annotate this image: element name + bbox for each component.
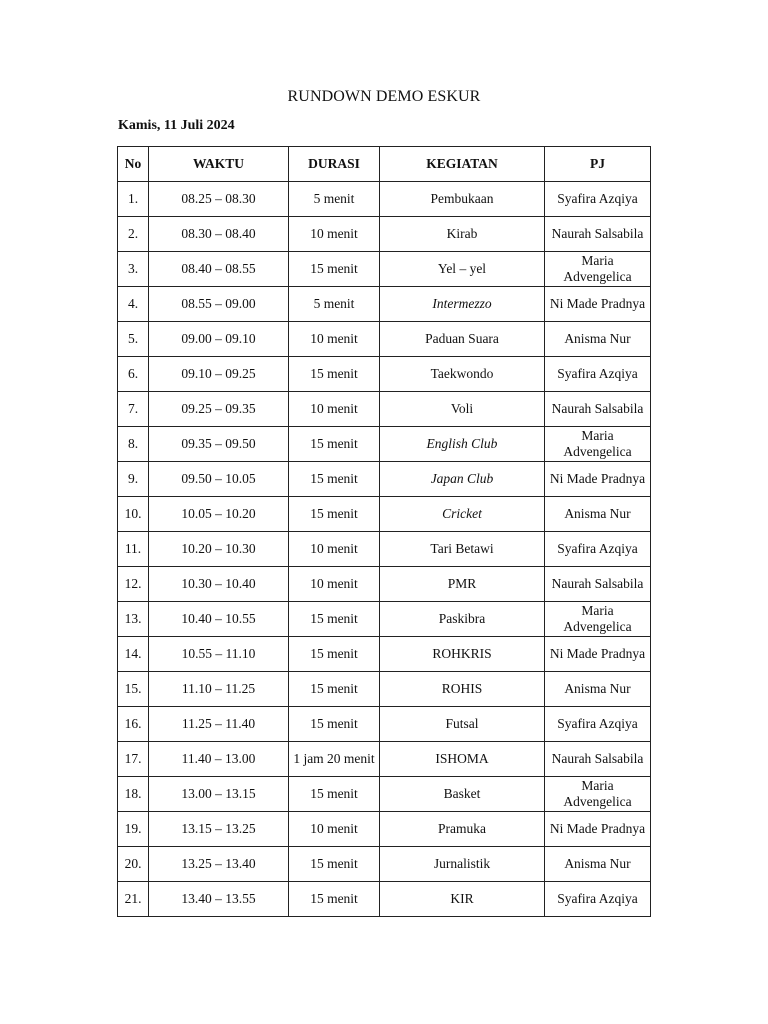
cell-pj: Naurah Salsabila	[545, 392, 651, 427]
cell-pj: Syafira Azqiya	[545, 357, 651, 392]
cell-no: 17.	[118, 742, 149, 777]
cell-pj: Naurah Salsabila	[545, 217, 651, 252]
cell-durasi: 15 menit	[289, 252, 380, 287]
cell-no: 2.	[118, 217, 149, 252]
cell-waktu: 10.05 – 10.20	[149, 497, 289, 532]
table-row	[118, 882, 651, 917]
cell-durasi: 15 menit	[289, 707, 380, 742]
cell-waktu: 10.55 – 11.10	[149, 637, 289, 672]
cell-pj: Syafira Azqiya	[545, 182, 651, 217]
cell-durasi: 15 menit	[289, 672, 380, 707]
cell-pj: Syafira Azqiya	[545, 707, 651, 742]
cell-no: 19.	[118, 812, 149, 847]
cell-no: 5.	[118, 322, 149, 357]
cell-pj: Anisma Nur	[545, 847, 651, 882]
cell-kegiatan: Intermezzo	[380, 287, 545, 322]
cell-no: 3.	[118, 252, 149, 287]
cell-durasi: 15 menit	[289, 497, 380, 532]
cell-pj: Ni Made Pradnya	[545, 462, 651, 497]
cell-waktu: 08.40 – 08.55	[149, 252, 289, 287]
table-row	[118, 672, 651, 707]
cell-kegiatan: Yel – yel	[380, 252, 545, 287]
cell-kegiatan: Taekwondo	[380, 357, 545, 392]
cell-durasi: 15 menit	[289, 637, 380, 672]
table-row	[118, 427, 651, 462]
table-row	[118, 567, 651, 602]
header-no: No	[118, 147, 149, 182]
cell-kegiatan: Japan Club	[380, 462, 545, 497]
cell-no: 13.	[118, 602, 149, 637]
cell-kegiatan: English Club	[380, 427, 545, 462]
cell-durasi: 5 menit	[289, 287, 380, 322]
cell-durasi: 15 menit	[289, 602, 380, 637]
cell-no: 20.	[118, 847, 149, 882]
cell-pj: Ni Made Pradnya	[545, 287, 651, 322]
rundown-table	[117, 146, 651, 917]
cell-kegiatan: Futsal	[380, 707, 545, 742]
cell-no: 7.	[118, 392, 149, 427]
cell-kegiatan: ROHIS	[380, 672, 545, 707]
cell-pj: Syafira Azqiya	[545, 882, 651, 917]
cell-kegiatan: Jurnalistik	[380, 847, 545, 882]
table-row	[118, 532, 651, 567]
table-header-row	[118, 147, 651, 182]
cell-no: 12.	[118, 567, 149, 602]
cell-pj: Maria Advengelica	[545, 252, 651, 287]
cell-pj: Naurah Salsabila	[545, 567, 651, 602]
cell-waktu: 08.25 – 08.30	[149, 182, 289, 217]
cell-waktu: 09.35 – 09.50	[149, 427, 289, 462]
table-row	[118, 742, 651, 777]
table-row	[118, 602, 651, 637]
cell-durasi: 10 menit	[289, 567, 380, 602]
table-row	[118, 287, 651, 322]
cell-no: 4.	[118, 287, 149, 322]
cell-pj: Anisma Nur	[545, 322, 651, 357]
cell-durasi: 1 jam 20 menit	[289, 742, 380, 777]
cell-pj: Anisma Nur	[545, 497, 651, 532]
cell-no: 10.	[118, 497, 149, 532]
cell-durasi: 15 menit	[289, 357, 380, 392]
cell-no: 9.	[118, 462, 149, 497]
cell-waktu: 13.40 – 13.55	[149, 882, 289, 917]
cell-durasi: 10 menit	[289, 532, 380, 567]
cell-no: 18.	[118, 777, 149, 812]
table-row	[118, 322, 651, 357]
cell-pj: Naurah Salsabila	[545, 742, 651, 777]
cell-kegiatan: ROHKRIS	[380, 637, 545, 672]
table-row	[118, 182, 651, 217]
cell-durasi: 15 menit	[289, 777, 380, 812]
header-kegiatan: KEGIATAN	[380, 147, 545, 182]
cell-waktu: 13.00 – 13.15	[149, 777, 289, 812]
table-row	[118, 497, 651, 532]
cell-waktu: 10.20 – 10.30	[149, 532, 289, 567]
cell-kegiatan: Paduan Suara	[380, 322, 545, 357]
cell-kegiatan: Kirab	[380, 217, 545, 252]
cell-durasi: 15 menit	[289, 882, 380, 917]
cell-waktu: 09.50 – 10.05	[149, 462, 289, 497]
cell-kegiatan: Pembukaan	[380, 182, 545, 217]
cell-no: 6.	[118, 357, 149, 392]
cell-durasi: 10 menit	[289, 812, 380, 847]
cell-durasi: 15 menit	[289, 427, 380, 462]
cell-durasi: 15 menit	[289, 462, 380, 497]
cell-kegiatan: Basket	[380, 777, 545, 812]
table-row	[118, 357, 651, 392]
cell-durasi: 10 menit	[289, 392, 380, 427]
table-row	[118, 217, 651, 252]
cell-waktu: 10.40 – 10.55	[149, 602, 289, 637]
cell-waktu: 13.25 – 13.40	[149, 847, 289, 882]
cell-waktu: 11.40 – 13.00	[149, 742, 289, 777]
cell-pj: Maria Advengelica	[545, 602, 651, 637]
cell-kegiatan: ISHOMA	[380, 742, 545, 777]
cell-pj: Maria Advengelica	[545, 427, 651, 462]
cell-pj: Anisma Nur	[545, 672, 651, 707]
cell-waktu: 09.10 – 09.25	[149, 357, 289, 392]
cell-waktu: 13.15 – 13.25	[149, 812, 289, 847]
table-row	[118, 462, 651, 497]
table-row	[118, 777, 651, 812]
cell-pj: Ni Made Pradnya	[545, 637, 651, 672]
header-waktu: WAKTU	[149, 147, 289, 182]
cell-kegiatan: Cricket	[380, 497, 545, 532]
cell-pj: Maria Advengelica	[545, 777, 651, 812]
cell-no: 11.	[118, 532, 149, 567]
table-row	[118, 392, 651, 427]
cell-waktu: 09.25 – 09.35	[149, 392, 289, 427]
cell-durasi: 10 menit	[289, 322, 380, 357]
cell-no: 14.	[118, 637, 149, 672]
cell-no: 21.	[118, 882, 149, 917]
cell-waktu: 11.10 – 11.25	[149, 672, 289, 707]
cell-pj: Ni Made Pradnya	[545, 812, 651, 847]
table-row	[118, 707, 651, 742]
table-row	[118, 847, 651, 882]
cell-kegiatan: Voli	[380, 392, 545, 427]
cell-waktu: 08.30 – 08.40	[149, 217, 289, 252]
event-date: Kamis, 11 Juli 2024	[118, 118, 235, 133]
cell-kegiatan: KIR	[380, 882, 545, 917]
document-title: RUNDOWN DEMO ESKUR	[287, 88, 481, 105]
header-pj: PJ	[545, 147, 651, 182]
cell-no: 16.	[118, 707, 149, 742]
cell-waktu: 10.30 – 10.40	[149, 567, 289, 602]
cell-kegiatan: Paskibra	[380, 602, 545, 637]
table-row	[118, 252, 651, 287]
table-body	[118, 182, 651, 917]
cell-no: 15.	[118, 672, 149, 707]
cell-waktu: 11.25 – 11.40	[149, 707, 289, 742]
cell-no: 1.	[118, 182, 149, 217]
cell-no: 8.	[118, 427, 149, 462]
cell-waktu: 08.55 – 09.00	[149, 287, 289, 322]
cell-waktu: 09.00 – 09.10	[149, 322, 289, 357]
cell-kegiatan: Tari Betawi	[380, 532, 545, 567]
cell-pj: Syafira Azqiya	[545, 532, 651, 567]
cell-kegiatan: Pramuka	[380, 812, 545, 847]
cell-durasi: 5 menit	[289, 182, 380, 217]
cell-kegiatan: PMR	[380, 567, 545, 602]
cell-durasi: 15 menit	[289, 847, 380, 882]
table-row	[118, 812, 651, 847]
table-row	[118, 637, 651, 672]
header-durasi: DURASI	[289, 147, 380, 182]
cell-durasi: 10 menit	[289, 217, 380, 252]
